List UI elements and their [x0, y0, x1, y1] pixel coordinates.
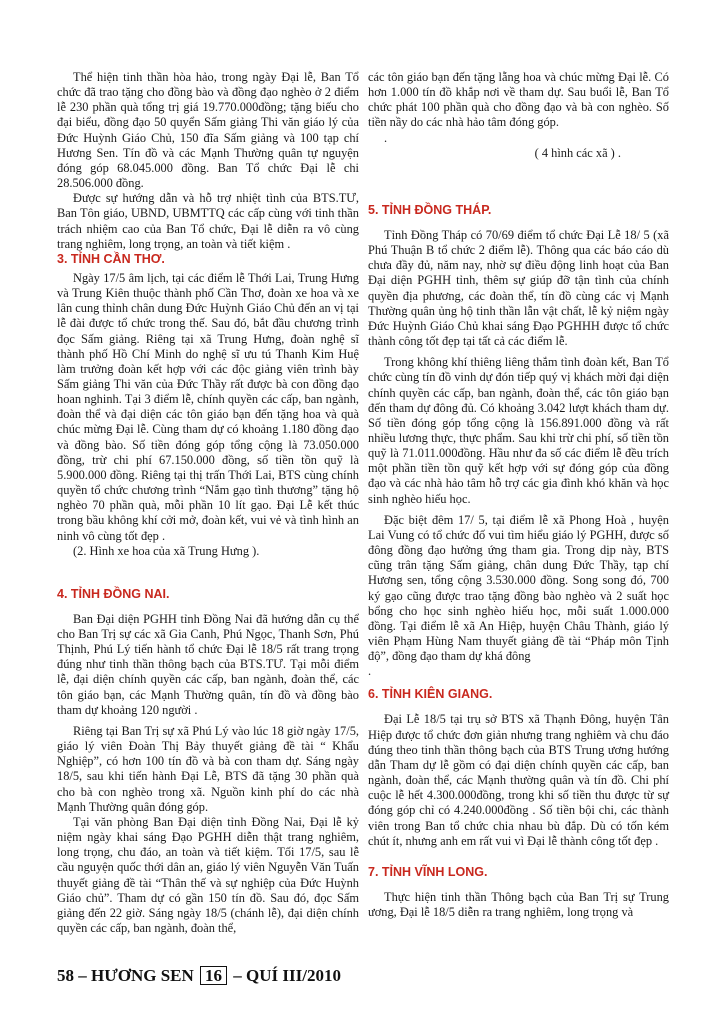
- right-column: [368, 70, 669, 920]
- page-footer: [57, 966, 341, 986]
- footer-page-label: 58 – HƯƠNG SEN: [57, 966, 194, 985]
- image-caption: ( 4 hình các xã ) .: [534, 145, 621, 160]
- issue-number-box: 16: [200, 966, 227, 985]
- section-heading-kien-giang: 6. TỈNH KIÊN GIANG.: [368, 687, 493, 702]
- section-heading-can-tho: 3. TỈNH CẦN THƠ.: [57, 251, 165, 266]
- left-column: [57, 70, 359, 936]
- paragraph: Thực hiện tinh thần Thông bạch của Ban Trị sự Trung ương, Đại lễ 18/5 diễn ra trang nghiêm, long trọng và: [368, 889, 669, 920]
- paragraph: Tại văn phòng Ban Đại diện tỉnh Đồng Nai, Đại lễ kỷ niệm ngày khai sáng Đạo PGHH diễn thật trang nghiêm, long trọng, chu đáo, an toàn và tiết kiệm. Tối 17/5, sau lễ cầu nguyện quốc thới dân an, giáo lý viên Nguyễn Văn Tuấn thuyết giảng đề tài “Thân thế và sự nghiệp của Đức Huỳnh Giáo chủ”. Tham dự có gần 150 tín đồ. Sau đó, đọc Sấm giảng đến 22 giờ. Sáng ngày 18/5 (chánh lễ), đại diện chính quyền các cấp, ban ngành, đoàn thể,: [57, 814, 359, 935]
- section-heading-dong-thap: 5. TỈNH ĐỒNG THÁP.: [368, 202, 492, 217]
- paragraph: Ngày 17/5 âm lịch, tại các điểm lễ Thới Lai, Trung Hưng và Trung Kiên thuộc thành phố Cần Thơ, đoàn xe hoa và xe lân cung thỉnh chân dung Đức Huỳnh Giáo Chủ đến an vị tại lễ đài được tổ chức trong thế. Sau đó, bắt đầu chương trình đọc Sấm giảng. Riêng tại xã Trung Hưng, đoàn nghệ sĩ thành phố Hồ Chí Minh do nghệ sĩ ưu tú Thanh Kim Huệ làm trưởng đoàn kết hợp với các độc giảng viên trình bày Sấm giảng Thi văn của Đức Thầy rất được bà con đồng đạo hoan nghinh. Tại 3 điểm lễ, chính quyền các cấp, ban ngành, đoàn thể và đại diện các tôn giáo bạn đến tặng hoa và quà chúc mừng Đại lễ. Cùng tham dự có khoảng 1.180 đồng đạo và đồng bào. Số tiền đóng góp tổng cộng là 73.050.000 đồng, trừ chi phí 67.150.000 đồng, số tiền tồn quỹ là 5.900.000 đồng. Riêng tại thị trấn Thới Lai, BTS cùng chính quyền tổ chức chương trình “Nắm gạo tình thương” tặng hộ nghèo 70 phần quà, mỗi phần 10 lít gạo. Đại Lễ kết thúc trong bầu không khí cởi mở, đoàn kết, vui vẻ và tình hình an ninh vô cùng tốt đẹp .: [57, 270, 359, 543]
- paragraph: Riêng tại Ban Trị sự xã Phú Lý vào lúc 18 giờ ngày 17/5, giáo lý viên Đoàn Thị Bảy thuyết giảng đề tài “ Khẩu Nghiệp”, có hơn 100 tín đồ và bà con tham dự. Sáng ngày 18/5, sau khi tiến hành Đại Lễ, BTS đã tặng 30 phần quà cho bà con nghèo trong xã. Nguồn kinh phí do các nhà Mạnh Thường quân đóng góp.: [57, 723, 359, 814]
- dot: .: [368, 664, 372, 679]
- paragraph: Được sự hướng dẫn và hỗ trợ nhiệt tình của BTS.TƯ, Ban Tôn giáo, UBND, UBMTTQ các cấp cùng với tinh thần trách nhiệm cao của Ban Tổ chức, Đại lễ diễn ra vô cùng trang nghiêm, long trọng, an toàn và tiết kiệm .: [57, 191, 359, 251]
- dot: .: [384, 130, 388, 145]
- section-heading-dong-nai: 4. TỈNH ĐỒNG NAI.: [57, 586, 170, 601]
- paragraph: Đặc biệt đêm 17/ 5, tại điểm lễ xã Phong Hoà , huyện Lai Vung có tổ chức đố vui tìm hiểu giáo lý PGHH, được số đông đồng đạo hưởng ứng tham gia. Trong dịp này, BTS cũng trân tặng Sấm giảng, chân dung Đức Thầy, tạp chí Hương sen, tổng cộng 3.530.000 đồng. Song song đó, 700 ký gạo cũng được trao tặng đồng bào nghèo và 2 suất học bổng cho học sinh nghèo hiếu học, mỗi suất 1.000.000 đồng. Tại điểm lễ xã An Hiệp, huyện Châu Thành, giáo lý viên Phạm Hùng Nam thuyết giảng đề tài “Pháp môn Tịnh độ”, đồng đạo tham dự khá đông: [368, 512, 669, 664]
- image-caption: (2. Hình xe hoa của xã Trung Hưng ).: [73, 543, 260, 558]
- paragraph: Ban Đại diện PGHH tỉnh Đồng Nai đã hướng dẫn cụ thể cho Ban Trị sự các xã Gia Canh, Phú Ngọc, Thanh Sơn, Phú Thịnh, Phú Lý tiến hành tổ chức Đại lễ 18/5 rất trang trọng đúng như tinh thần thông bạch của BTS.TƯ. Tại mỗi điểm lễ, đại diện chính quyền các cấp, ban ngành, đoàn thể, các tôn giáo bạn, các Mạnh Thường quân, tín đồ và đồng bào tham dự khoảng 120 người .: [57, 611, 359, 717]
- paragraph: Đại Lễ 18/5 tại trụ sở BTS xã Thạnh Đông, huyện Tân Hiệp được tổ chức đơn giản nhưng trang nghiêm và chu đáo đúng theo tinh thần thông bạch của BTS Trung ương hướng dẫn Tham dự lễ gồm có đại diện chính quyền các cấp, ban ngành, đoàn thể, các Mạnh thường quân và tín đồ. Chi phí cuộc lễ hết 4.300.000đồng, trong khi số tiền thu được từ sự đóng góp chỉ có 4.240.000đồng . Số tiền bội chi, các thành viên trong Ban tổ chức chia nhau bù đắp. Dù có tốn kém chút ít, nhưng anh em rất vui vì Đại lễ thành công tốt đẹp .: [368, 712, 669, 848]
- paragraph: Thể hiện tinh thần hòa hảo, trong ngày Đại lễ, Ban Tổ chức đã trao tặng cho đồng bào và đồng đạo nghèo ở 2 điểm lễ 230 phần quà tổng trị giá 19.770.000đồng; tặng biếu cho đại biểu, đồng đạo 50 quyển Sấm giảng Thi văn giáo lý của Đức Huỳnh Giáo Chủ, 150 đĩa Sấm giảng và 100 tạp chí Hương Sen. Tín đồ và các Mạnh Thường quân tự nguyện đóng góp 68.045.000 đồng. Ban Tổ chức Đại lễ chi 28.506.000 đồng.: [57, 70, 359, 191]
- paragraph: Trong không khí thiêng liêng thắm tình đoàn kết, Ban Tổ chức cùng tín đồ vinh dự đón tiếp quý vị khách mời đại diện chính quyền các cấp, ban ngành, đoàn thể, các tôn giáo bạn đến tham dự đông đủ. Có khoảng 3.042 lượt khách tham dự. Số tiền đóng góp tổng cộng là 156.891.000 đồng và rất nhiều lương thực, thực phẩm. Sau khi trừ chi phí, số tiền tồn quỹ là 71.011.000đồng. Hầu như đa số các điểm lễ đều trích một phần tiền tồn quỹ kết hợp với sự đóng góp của đồng đạo và các nhà hảo tâm hỗ trợ các gia đình khó khăn và học sinh nghèo hiếu học.: [368, 355, 669, 506]
- paragraph: Tỉnh Đồng Tháp có 70/69 điểm tổ chức Đại Lễ 18/ 5 (xã Phú Thuận B tổ chức 2 điểm lễ). Thông qua các báo cáo dù chưa đầy đủ, năm nay, nhờ sự điều động linh hoạt của Ban Đại diện PGHH tỉnh, thêm sự giúp đỡ tận tình của chính quyền địa phương, các đoàn thể, tín đồ cùng các vị Mạnh Thường quân ủng hộ tinh thần lẫn vật chất, lễ kỷ niệm ngày Đức Huỳnh Giáo Chủ khai sáng Đạo PGHHH được tổ chức thành công tốt đẹp tại tất cả các điểm lễ.: [368, 227, 669, 349]
- section-heading-vinh-long: 7. TỈNH VĨNH LONG.: [368, 864, 488, 879]
- footer-issue-label: – QUÍ III/2010: [233, 966, 341, 985]
- paragraph: các tôn giáo bạn đến tặng lẵng hoa và chúc mừng Đại lễ. Có hơn 1.000 tín đồ khắp nơi về tham dự. Sau buổi lễ, Ban Tổ chức phát 100 phần quà cho đồng đạo và bà con nghèo. Số tiền nầy do các nhà hảo tâm đóng góp.: [368, 70, 669, 130]
